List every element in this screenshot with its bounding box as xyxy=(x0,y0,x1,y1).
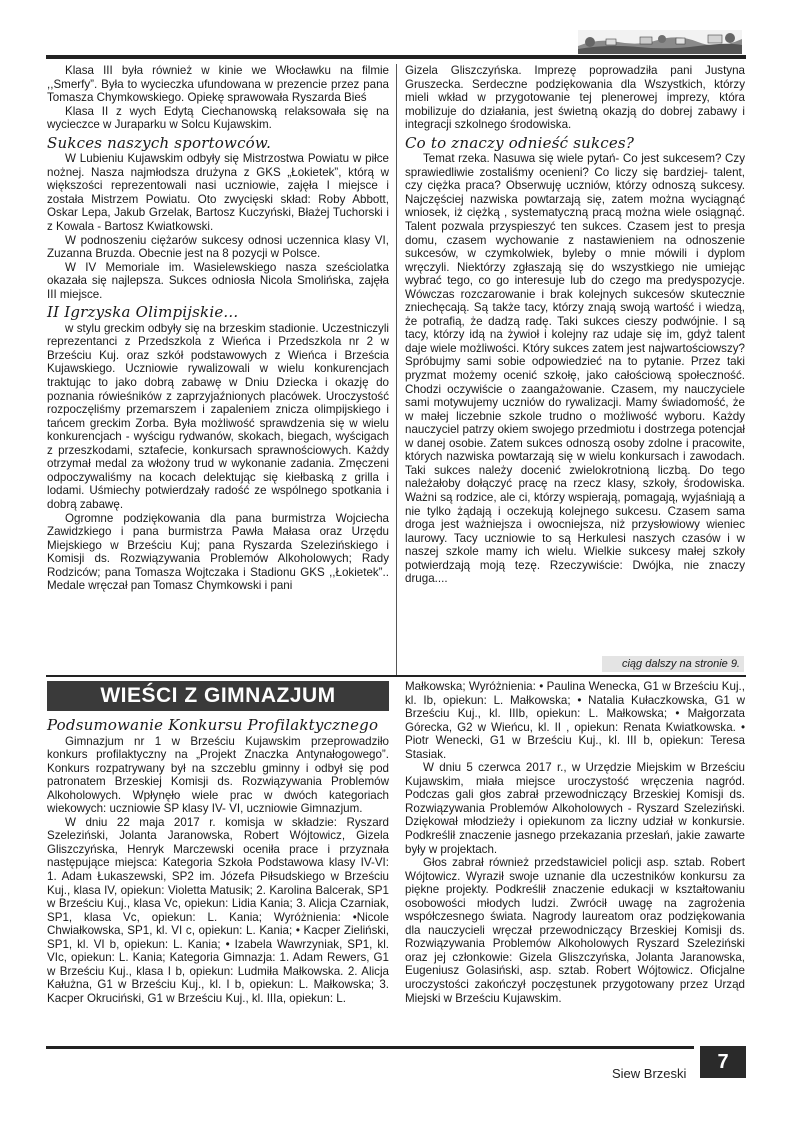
magazine-name: Siew Brzeski xyxy=(612,1066,687,1081)
paragraph-igrzyska: w stylu greckim odbyły się na brzeskim stadionie. Uczestniczyli reprezentanci z Przedszkola z Wieńca i Przedszkola nr 2 w Brześciu Kuj. oraz szkół podstawowych z Wieńca i Brześcia Kujawskiego. Uczniowie rywalizowali w wielu konkurencjach traktując to jako dobrą zabawę w Dniu Dziecka i okazję do poznania rówieśników z zaprzyjaźnionych placówek. Uroczystość rozpoczęliśmy przemarszem i zapaleniem znicza olimpijskiego i tańcem greckim Zorba. Była możliwość sprawdzenia się w wielu konkurencjach - wyścigu rydwanów, skokach, biegach, wyścigach z przeszkodami, sztafecie, konkursach sprawnościowych. Każdy otrzymał medal za włożony trud w wykonanie zadania. Zmęczeni odpoczywaliśmy na kocach delektując się kiełbaską z grilla i lodami. Uśmiechy potwierdzały radość ze wspólnego spotkania i dobrą zabawę. xyxy=(47,321,389,511)
paragraph-ciezary: W podnoszeniu ciężarów sukcesy odnosi uczennica klasy VI, Zuzanna Bruzda. Obecnie jest na 8 pozycji w Polsce. xyxy=(47,233,389,261)
paragraph-mistrzostwa: W Lubieniu Kujawskim odbyły się Mistrzostwa Powiatu w piłce nożnej. Nasza najmłodsza drużyna z GKS „Łokietek”, którą w większości reprezentowali nasi uczniowie, zajęła I miejsce i została Mistrzem Powiatu. Oto zwycięski skład: Roby Abbott, Oskar Lepa, Jakub Grzelak, Bartosz Kuczyński, Błażej Tuchorski i z Kowala - Bartosz Kwiatkowski. xyxy=(47,152,389,234)
paragraph-konkurs-intro: Gimnazjum nr 1 w Brześciu Kujawskim przeprowadziło konkurs profilaktyczny na „Projekt Znaczka Antynałogowego”. Konkurs rozpatrywany był na szczeblu gminny i odbył się pod patronatem Brzeskiej Komisji ds. Rozwiązywania Problemów Alkoholowych. Wpłynęło wiele prac w dwóch kategoriach wiekowych: uczniowie SP klasy IV- VI, uczniowie Gimnazjum. xyxy=(47,734,389,816)
gimnazjum-banner: WIEŚCI Z GIMNAZJUM xyxy=(47,681,389,711)
paragraph-gizela: Gizela Gliszczyńska. Imprezę poprowadziła pani Justyna Gruszecka. Serdeczne podziękowania dla Wszystkich, którzy mieli wkład w przygotowanie tej plenerowej imprezy, która mobilizuje do działania, jest świetną okazją do dobrej zabawy i integracji szkolnego środowiska. xyxy=(405,64,745,132)
paragraph-kino: Klasa III była również w kinie we Włocławku na filmie ,,Smerfy”. Była to wycieczka ufundowana w prezencie przez pana Tomasza Chymkowskiego. Opiekę sprawowała Ryszarda Bieś xyxy=(47,64,389,105)
footer-rule xyxy=(46,1046,694,1049)
paragraph-temat-rzeka: Temat rzeka. Nasuwa się wiele pytań- Co jest sukcesem? Czy sprawiedliwie zostaliśmy ocenieni? Co liczy się bardziej- talent, czy ciężka praca? Obserwuję uczniów, którzy odnoszą sukcesy. Najczęściej nazwiska powtarzają się, zatem można wyciągnąć wniosek, iż ciężką , systematyczną pracą można wiele osiągnąć. Talent pozwala przyspieszyć ten sukces. Czasem jest to presja domu, czasem wychowanie z nastawieniem na odnoszenie sukcesów, w czymkolwiek, byleby o mnie mówili i dyplom wręczyli. Niektórzy zgłaszają się do wszystkiego nie umiejąc wybrać tego, co go interesuje lub do czego ma predyspozycje. Wówczas rozczarowanie i brak kolejnych sukcesów skutecznie zniechęcają. Są także tacy, którzy znają swoją wartość i wiedzą, że potrafią, że dadzą radę. Taki sukces cieszy podwójnie. I są tacy, którzy idą na żywioł i kolejny raz udaje się im, gdyż talent daje wiele możliwości. Który sukces zatem jest najwartościowszy? Spróbujmy sami sobie odpowiedzieć na to pytanie. Przez taki pryzmat możemy ocenić szkołę, jako całościową społeczność. Chodzi oczywiście o zaangażowanie. Czasem, my nauczyciele sami motywujemy uczniów do rywalizacji. Mamy świadomość, że w małej liczebnie szkole trudno o możliwość wyboru. Każdy nauczyciel patrzy okiem swojego przedmiotu i dostrzega potencjał w danej osobie. Zatem sukces odnoszą osoby zdolne i pracowite, których nazwiska powtarzają się w wielu konkursach i zawodach. Taki sukces należy docenić zwielokrotnioną liczbą. Do tego należałoby dołączyć pracę na rzecz klasy, szkoły, środowiska. Ważni są rodzice, ale ci, którzy wspierają, pomagają, wyjaśniają a nie tylko żądają i oczekują kolejnego sukcesu. Czasem sama droga jest ważniejsza i owocniejsza, niż przysłowiowy wieniec laurowy. Tacy uczniowie to są Herkulesi naszych czasów i w naszej szkole mamy ich wielu. Wielkie sukcesy małej szkoły potwierdzają moją tezę. Rzeczywiście: Dwójka, nie znaczy druga.... xyxy=(405,152,745,586)
header-town-photo xyxy=(578,30,742,54)
header-rule xyxy=(46,55,746,59)
paragraph-komisja: W dniu 22 maja 2017 r. komisja w składzie: Ryszard Szeleziński, Jolanta Jaranowska, Robert Wójtowicz, Gizela Gliszczyńska, Henryk Marczewski oceniła prace i przyznała następujące miejsca: Kategoria Szkoła Podstawowa klasy IV-VI: 1. Adam Łukaszewski, SP2 im. Józefa Piłsudskiego w Brześciu Kuj., klasa IV, opiekun: Violetta Matusik; 2. Karolina Balcerak, SP1 w Brześciu Kuj., klasa Vc, opiekun: Lidia Kania; 3. Alicja Czarniak, SP1, klasa Vc, opiekun: L. Kania; Wyróżnienia: •Nicole Chwiałkowska, SP1, kl. VI c, opiekun: L. Kania; • Kacper Zieliński, SP1, kl. VI b, opiekun: L. Kania; • Izabela Wawrzyniak, SP1, kl. VIc, opiekun: L. Kania; Kategoria Gimnazja: 1. Adam Rewers, G1 w Brześciu Kuj., klasa I b, opiekun: Ludmiła Małkowska. 2. Alicja Kałużna, G1 w Brześciu Kuj., kl. I b, opiekun: L. Małkowska; 3. Kacper Okruciński, G1 w Brześciu Kuj., kl. IIIa, opiekun: L. xyxy=(47,815,389,1005)
section-rule xyxy=(46,675,746,677)
article-column-3 xyxy=(47,714,389,1005)
paragraph-jurapark: Klasa II z wych Edytą Ciechanowską relaksowała się na wycieczce w Juraparku w Solcu Kujawskim. xyxy=(47,104,389,132)
heading-konkurs: Podsumowanie Konkursu Profilaktycznego xyxy=(47,716,379,734)
paragraph-wyroznienia: Małkowska; Wyróżnienia: • Paulina Wenecka, G1 w Brześciu Kuj., kl. Ib, opiekun: L. Małkowska; • Natalia Kułaczkowska, G1 w Brześciu Kuj., kl. IIIb, opiekun: L. Małkowska; • Małgorzata Górecka, G2 w Wieńcu, kl. II , opiekun: Renata Kwiatkowska. • Piotr Wenecki, G1 w Brześciu Kuj., kl. III b, opiekun: Teresa Stasiak. xyxy=(405,680,745,761)
heading-sukces-sportowcow: Sukces naszych sportowców. xyxy=(47,133,272,152)
paragraph-memorial: W IV Memoriale im. Wasielewskiego nasza sześciolatka okazała się najlepsza. Sukces odniosła Nicola Smolińska, zajęła III miejsce. xyxy=(47,260,389,301)
heading-igrzyska: II Igrzyska Olimpijskie... xyxy=(47,303,239,322)
continued-note: ciąg dalszy na stronie 9. xyxy=(602,656,744,672)
paragraph-uroczystosc: W dniu 5 czerwca 2017 r., w Urzędzie Miejskim w Brześciu Kujawskim, miała miejsce uroczystość wręczenia nagród. Podczas gali głos zabrał przewodniczący Brzeskiej Komisji ds. Rozwiązywania Problemów Alkoholowych - Ryszard Szeleziński. Dziękował młodzieży i opiekunom za liczny udział w konkursie. Podkreślił znaczenie jasnego przekazania przesłań, jakie zawarte były w projektach. xyxy=(405,761,745,856)
paragraph-policja: Głos zabrał również przedstawiciel policji asp. sztab. Robert Wójtowicz. Wyraził swoje uznanie dla uczestników konkursu za piękne projekty. Podkreślił znaczenie edukacji w kształtowaniu osobowości młodych ludzi. Zwrócił uwagę na zagrożenia współczesnego świata. Nagrody laureatom oraz podziękowania dla nauczycieli wręczał przewodniczący Brzeskiej Komisji ds. Rozwiązywania Problemów Alkoholowych Ryszard Szeleziński oraz jej członkowie: Gizela Gliszczyńska, Jolanta Jaranowska, Eugeniusz Golasiński, asp. sztab. Robert Wójtowicz. Oficjalne uroczystości zakończył poczęstunek przygotowany przez Urząd Miejski w Brześciu Kujawskim. xyxy=(405,856,745,1005)
article-column-1 xyxy=(47,64,389,593)
article-column-2 xyxy=(405,64,745,586)
column-divider xyxy=(396,64,397,676)
page-number: 7 xyxy=(700,1046,746,1078)
paragraph-podziekowania: Ogromne podziękowania dla pana burmistrza Wojciecha Zawidzkiego i pana burmistrza Pawła Małasa oraz Urzędu Miejskiego w Brześciu Kuj; pana Ryszarda Szelezińskiego i Komisji ds. Rozwiązywania Problemów Alkoholowych; Rady Rodziców; pana Tomasza Wojtczaka i Stadionu GKS ,,Łokietek”.. Medale wręczał pan Tomasz Chymkowski i pani xyxy=(47,511,389,593)
heading-co-to-znaczy-sukces: Co to znaczy odnieść sukces? xyxy=(405,133,635,152)
article-column-4 xyxy=(405,680,745,1005)
